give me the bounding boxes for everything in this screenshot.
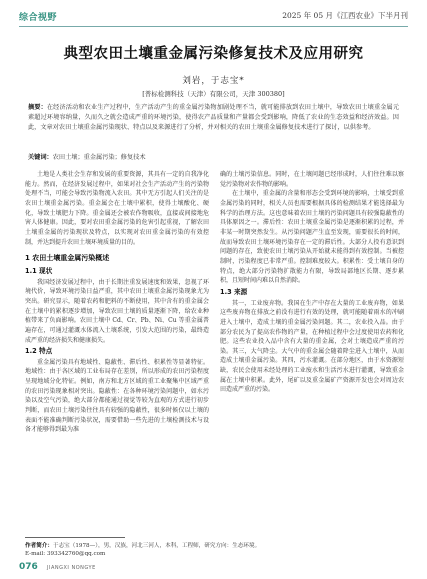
footnote-divider bbox=[25, 537, 125, 538]
keywords bbox=[28, 152, 399, 161]
keywords-text: 农田土壤；重金属污染；修复技术 bbox=[52, 154, 146, 161]
section-1-2-heading: 1.2 特点 bbox=[25, 347, 53, 356]
intro-paragraph: 土地是人类社会生存和发展的重要资源，其具有一定的自我净化能力。然而，在经济发展过程中，如果对社会生产活动产生的污染物处理不当，可能会导致污染物流入农田。其中无方引起人们关注的是农田土壤重金属污染。重金属会在土壤中累积，使得土壤酸化、硬化，导致土壤肥力下降。重金属还会被农作物吸收，直接或间接地危害人体健康。因此，要对农田重金属污染的危害引起重视，了解农田土壤重金属的污染现状及特点，以实现对农田重金属污染的有效控制，并达到提升农田土壤环境质量的目的。 bbox=[25, 171, 209, 246]
author-email: E-mail: 393342760@qq.com bbox=[25, 551, 106, 557]
issue-label: 2025 年 05 月《江西农业》下半月刊 bbox=[282, 11, 408, 20]
article-affiliation: [普标检测科技（天津）有限公司，天津 300380] bbox=[142, 90, 285, 98]
abstract-text: 在经济活动和农业生产过程中，生产活动产生的重金属污染物加剧处理不当，就可能排放到农田土壤中，导致农田土壤重金属元素超过环境容纳量，久而久之就会造成严重的环境污染，使得农产品质量和产量都会受到影响，降低了农业的生态效益和经济效益。因此，文章对农田土壤重金属污染现状、特点以及来源进行了分析，并对相关的农田土壤重金属修复技术进行了探讨，以供参考。 bbox=[28, 104, 400, 132]
left-column bbox=[25, 170, 209, 435]
abstract-label: 摘要： bbox=[28, 104, 47, 111]
section-1-1-heading: 1.1 现状 bbox=[25, 266, 53, 275]
header-divider bbox=[19, 26, 408, 27]
page-header bbox=[19, 10, 408, 26]
section-1-3-heading: 1.3 来源 bbox=[220, 287, 248, 296]
page-number: 076 bbox=[19, 562, 38, 572]
article-authors: 刘岩，于志宝* bbox=[182, 76, 245, 86]
keywords-label: 关键词： bbox=[28, 154, 53, 161]
section-1-3-paragraph: 其一，工业废弃物。我国在生产中存在大量的工业废弃物，如果这些废弃物在排放之前没有进行有效的处理，就可能随着雨水的冲刷进入土壤中，造成土壤的重金属污染问题。其二，农业投入品。由于部分农民为了提高农作物的产量，在种植过程中会过度使用农药和化肥。这些农业投入品中含有大量的重金属，会对土壤造成严重的污染。其三，大气降尘。大气中的重金属会随着降尘进入土壤中，从而造成土壤重金属污染。其四，污水灌溉。在部分地区，由于水资源短缺，农民会使用未经处理的工业废水和生活污水进行灌溉，导致重金属在土壤中积累。此外，尾矿以及重金属矿产资源开发也会对周边农田造成严重的污染。 bbox=[220, 299, 404, 394]
continued-paragraph: 确的土壤污染信息。同时，在土壤问题已经形成时，人们往往难以察觉污染物对农作物的影响。 bbox=[220, 171, 404, 188]
article-title: 典型农田土壤重金属污染修复技术及应用研究 bbox=[63, 46, 364, 62]
author-note-label: 作者简介： bbox=[25, 543, 53, 549]
author-note-text: 于志宝（1978—），男，汉族，河北三河人，本科，工程师，研究方向：生态环境。 bbox=[52, 543, 261, 549]
section-1-1-paragraph: 我国经济发展过程中，由于长期注重发展速度和效果，忽视了环境代价，导致环境污染日益严重，其中农田土壤重金属污染现象尤为突出。研究显示，随着农药和肥料的不断使用，其中含有的重金属会在土壤中的累积逐步增加，导致农田土壤的质量逐渐下降，给农业种植带来了负面影响。农田土壤中 Cd、Cr、Pb、Ni、Cu 等重金属普遍存在，可通过灌溉水体流入土壤系统，引发大范围的污染，最终造成严重的经济损失和健康损失。 bbox=[25, 278, 209, 344]
author-note bbox=[25, 542, 405, 558]
hidden-nature-paragraph: 在土壤中，重金属的含量和形态会受到环境的影响，土壤受到重金属污染的同时，相关人员也需要根据具体的检测结果才能选择最为科学的治理方法。这也意味着农田土壤的污染问题具有较强隐蔽性的具体原因之一。滞后性：农田土壤重金属污染是逐渐积累的过程，并非某一时期突然发生。从污染问题产生直至发现，需要很长的时间，故而导致农田土壤环境污染存在一定的滞后性。大部分人投有意识到问题的存在，致使农田土壤污染从开始就未能得到有效控制。当被控制时，污染程度已非常严重。控制难度较大。积累性：受土壤自身的特点，绝大部分污染物扩散能力有限，导致局部地区长期、逐步累积，且短时间内难以自然消除。 bbox=[220, 190, 404, 285]
right-column bbox=[220, 170, 404, 395]
abstract bbox=[28, 103, 399, 133]
section-label: 综合视野 bbox=[19, 13, 58, 23]
journal-footer: JIANGXI NONGYE bbox=[47, 565, 96, 571]
section-1-2-paragraph: 重金属污染具有地域性、隐蔽性、滞后性、积累性等显著特征。地域性：由于各区域的工业布局存在差别，所以形成的农田污染程度呈现地域分化特征。例如，南方和北方区域的重工业聚集中区域严重的农田污染现象相对突出。隐蔽性：在各种环境污染问题中，如水污染以及空气污染，绝大部分都能通过视觉等较为直观的方式进行初步判断，而农田土壤污染往往具有较强的隐蔽性，很多时候仅以土壤的表面不能准确判断污染状况，需要借助一些先进的土壤检测技术与设备才能够得到最为准 bbox=[25, 358, 209, 434]
section-1-heading: 1 农田土壤重金属污染概述 bbox=[25, 254, 110, 263]
